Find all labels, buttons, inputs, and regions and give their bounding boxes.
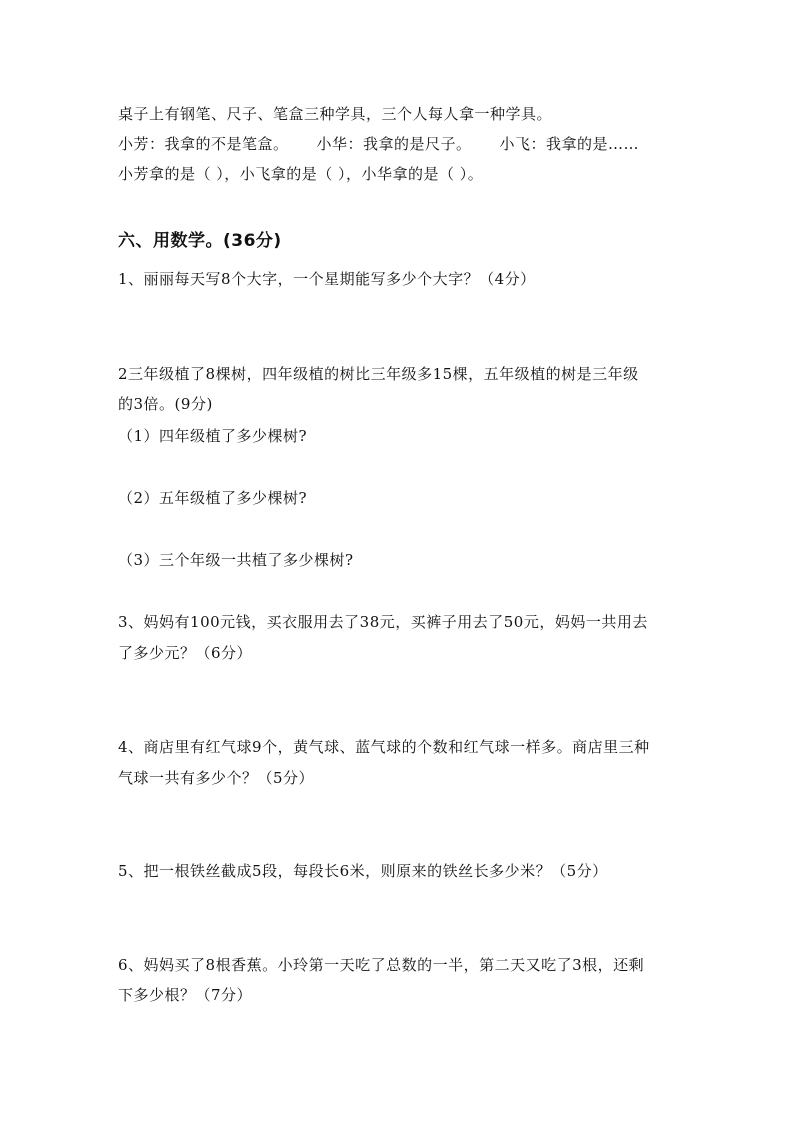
question-2-sub-3: （3）三个年级一共植了多少棵树? (118, 551, 354, 569)
question-6-line-1: 6、妈妈买了8根香蕉。小玲第一天吃了总数的一半，第二天又吃了3根，还剩 (118, 956, 645, 974)
statement-xiaofang: 小芳：我拿的不是笔盒。 (118, 135, 289, 153)
logic-statements (118, 134, 639, 154)
section-heading: 六、用数学。(36分) (118, 231, 282, 251)
question-6-line-2: 下多少根？（7分） (118, 986, 253, 1004)
question-5: 5、把一根铁丝截成5段，每段长6米，则原来的铁丝长多少米？（5分） (118, 862, 608, 880)
question-3-line-2: 了多少元？（6分） (118, 644, 253, 662)
logic-intro: 桌子上有钢笔、尺子、笔盒三种学具，三个人每人拿一种学具。 (118, 105, 553, 123)
statement-xiaofei: 小飞：我拿的是…… (499, 135, 640, 153)
question-4-line-2: 气球一共有多少个？（5分） (118, 769, 315, 787)
statement-xiaohua: 小华：我拿的是尺子。 (316, 135, 472, 153)
logic-question: 小芳拿的是（ ），小飞拿的是（ ），小华拿的是（ ）。 (118, 165, 484, 183)
question-2-sub-2: （2）五年级植了多少棵树? (118, 489, 308, 507)
question-3-line-1: 3、妈妈有100元钱，买衣服用去了38元，买裤子用去了50元，妈妈一共用去 (118, 613, 648, 631)
question-1: 1、丽丽每天写8个大字，一个星期能写多少个大字？（4分） (118, 270, 536, 288)
question-2-line-1: 2三年级植了8棵树，四年级植的树比三年级多15棵，五年级植的树是三年级 (118, 365, 639, 383)
question-4-line-1: 4、商店里有红气球9个，黄气球、蓝气球的个数和红气球一样多。商店里三种 (118, 738, 650, 756)
question-2-line-2: 的3倍。(9分) (118, 395, 213, 413)
question-2-sub-1: （1）四年级植了多少棵树? (118, 427, 308, 445)
